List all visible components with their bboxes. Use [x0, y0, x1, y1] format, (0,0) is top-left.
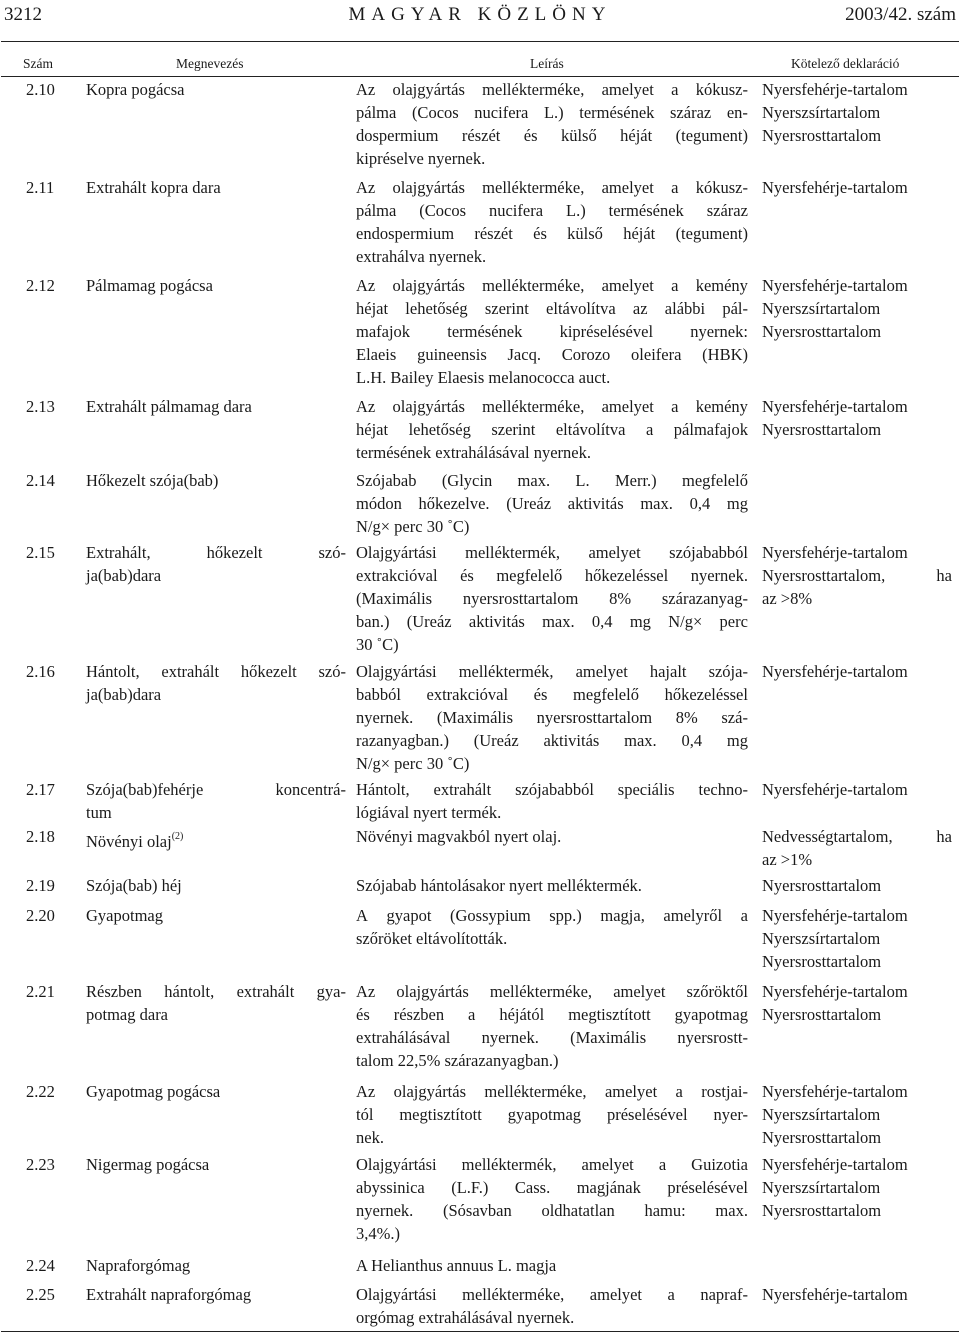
declaration-line: Nyersfehérje-tartalom: [762, 1082, 908, 1101]
description-line: Az olajgyártás mellékterméke, amelyet a kemény: [356, 397, 748, 416]
name-line: tum: [86, 803, 112, 822]
declaration-line: Nyerszsírtartalom: [762, 929, 881, 948]
description-line: Az olajgyártás mellékterméke, amelyet a kókusz-: [356, 80, 748, 99]
name-line: Szója(bab)fehérje koncentrá-: [86, 780, 346, 799]
description-line: nek.: [356, 1128, 384, 1147]
description-line: dospermium részét és külső héját (tegument): [356, 126, 748, 145]
row-number: 2.23: [26, 1155, 55, 1174]
row-number: 2.13: [26, 397, 55, 416]
description-line: 30 ˚C): [356, 635, 399, 654]
row-declaration: [762, 825, 952, 871]
row-declaration: [762, 1080, 952, 1149]
row-name: [86, 1283, 346, 1306]
description-line: Növényi magvakból nyert olaj.: [356, 827, 562, 846]
row-declaration: [762, 274, 952, 343]
description-line: pálma (Cocos nucifera L.) termésének száraz en-: [356, 103, 748, 122]
name-line: ja(bab)dara: [86, 685, 162, 704]
row-description: [356, 660, 748, 775]
description-line: Olajgyártási mellékterméke, amelyet a napraf-: [356, 1285, 748, 1304]
row-name: [86, 78, 346, 101]
description-line: nyernek. (Maximális nyersrosttartalom 8% szá-: [356, 708, 748, 727]
description-line: lógiával nyert termék.: [356, 803, 502, 822]
description-line: Szójabab (Glycin max. L. Merr.) megfelelő: [356, 471, 748, 490]
description-line: szőröket eltávolították.: [356, 929, 508, 948]
name-line: Napraforgómag: [86, 1256, 191, 1275]
declaration-line: az >8%: [762, 589, 813, 608]
declaration-line: Nyersrosttartalom, ha: [762, 566, 952, 585]
row-description: [356, 1153, 748, 1245]
footnote-marker: (2): [171, 831, 184, 842]
row-description: [356, 874, 748, 897]
declaration-line: Nyersfehérje-tartalom: [762, 1285, 908, 1304]
row-number: 2.11: [26, 178, 55, 197]
declaration-line: az >1%: [762, 850, 813, 869]
declaration-line: Nyersrosttartalom: [762, 876, 882, 895]
name-line: Extrahált pálmamag dara: [86, 397, 252, 416]
declaration-line: Nyersrosttartalom: [762, 322, 882, 341]
description-line: N/g× perc 30 ˚C): [356, 517, 470, 536]
declaration-line: Nyerszsírtartalom: [762, 103, 881, 122]
row-description: [356, 469, 748, 538]
description-line: ban.) (Ureáz aktivitás max. 0,4 mg N/g× perc: [356, 612, 748, 631]
row-description: [356, 825, 748, 848]
declaration-line: Nyersfehérje-tartalom: [762, 982, 908, 1001]
row-description: [356, 176, 748, 268]
row-name: [86, 469, 346, 492]
row-number: 2.15: [26, 543, 55, 562]
row-number: 2.14: [26, 471, 55, 490]
header-rule: [1, 41, 959, 42]
footer-rule: [1, 1331, 959, 1332]
name-line: Pálmamag pogácsa: [86, 276, 213, 295]
issue-number: 2003/42. szám: [845, 4, 956, 25]
declaration-line: Nyersfehérje-tartalom: [762, 780, 908, 799]
description-line: Hántolt, extrahált szójababból speciális techno-: [356, 780, 748, 799]
declaration-line: Nyersfehérje-tartalom: [762, 397, 908, 416]
description-line: (Maximális nyersrosttartalom 8% szárazanyag-: [356, 589, 748, 608]
declaration-line: Nyerszsírtartalom: [762, 1105, 881, 1124]
row-declaration: [762, 874, 952, 897]
description-line: Az olajgyártás mellékterméke, amelyet a kemény: [356, 276, 748, 295]
name-line: Kopra pogácsa: [86, 80, 185, 99]
declaration-line: Nyersrosttartalom: [762, 420, 882, 439]
description-line: razanyagban.) (Ureáz aktivitás max. 0,4 mg: [356, 731, 748, 750]
declaration-line: Nyersfehérje-tartalom: [762, 276, 908, 295]
description-line: extrahálásával nyernek. (Maximális nyersrostt-: [356, 1028, 748, 1047]
name-line: Nigermag pogácsa: [86, 1155, 210, 1174]
row-name: [86, 825, 346, 851]
row-number: 2.19: [26, 876, 55, 895]
description-line: 3,4%.): [356, 1224, 400, 1243]
description-line: N/g× perc 30 ˚C): [356, 754, 470, 773]
row-declaration: [762, 395, 952, 441]
description-line: nyernek. (Sósavban oldhatatlan hamu: max.: [356, 1201, 748, 1220]
row-number: 2.24: [26, 1256, 55, 1275]
row-number: 2.21: [26, 982, 55, 1001]
description-line: Az olajgyártás mellékterméke, amelyet a kókusz-: [356, 178, 748, 197]
description-line: módon hőkezelve. (Ureáz aktivitás max. 0,4 mg: [356, 494, 748, 513]
row-name: [86, 660, 346, 706]
description-line: héjat lehetőség szerint eltávolítva az alábbi pál-: [356, 299, 748, 318]
row-name: [86, 980, 346, 1026]
description-line: pálma (Cocos nucifera L.) termésének száraz: [356, 201, 748, 220]
page-number: 3212: [4, 4, 42, 25]
column-header-rule: [1, 76, 959, 77]
row-description: [356, 274, 748, 389]
column-header-number: Szám: [23, 56, 53, 71]
description-line: babból extrakcióval és megfelelő hőkezeléssel: [356, 685, 748, 704]
declaration-line: Nedvességtartalom, ha: [762, 827, 952, 846]
row-number: 2.12: [26, 276, 55, 295]
row-number: 2.17: [26, 780, 55, 799]
description-line: mafajok termésének kipréselésével nyernek:: [356, 322, 748, 341]
row-description: [356, 78, 748, 170]
description-line: L.H. Bailey Elaesis melanococca auct.: [356, 368, 611, 387]
description-line: Szójabab hántolásakor nyert melléktermék.: [356, 876, 642, 895]
declaration-line: Nyerszsírtartalom: [762, 1178, 881, 1197]
declaration-line: Nyersfehérje-tartalom: [762, 662, 908, 681]
description-line: héjat lehetőség szerint eltávolítva a pálmafajok: [356, 420, 748, 439]
declaration-line: Nyersfehérje-tartalom: [762, 543, 908, 562]
name-line: Részben hántolt, extrahált gya-: [86, 982, 346, 1001]
column-header-name: Megnevezés: [176, 56, 244, 71]
description-line: extrakcióval és megfelelő hőkezeléssel nyernek.: [356, 566, 748, 585]
page-header: [0, 0, 960, 30]
declaration-line: Nyersrosttartalom: [762, 1128, 882, 1147]
row-name: [86, 1153, 346, 1176]
description-line: tól megtisztított gyapotmag préselésével nyer-: [356, 1105, 748, 1124]
row-declaration: [762, 660, 952, 683]
name-line: Extrahált napraforgómag: [86, 1285, 252, 1304]
row-name: [86, 274, 346, 297]
description-line: Az olajgyártás mellékterméke, amelyet a rostjai-: [356, 1082, 748, 1101]
row-number: 2.16: [26, 662, 55, 681]
description-line: Olajgyártási melléktermék, amelyet a Guizotia: [356, 1155, 748, 1174]
declaration-line: Nyersfehérje-tartalom: [762, 906, 908, 925]
description-line: Olajgyártási melléktermék, amelyet hajalt szója-: [356, 662, 748, 681]
row-description: [356, 778, 748, 824]
journal-title: MAGYAR KÖZLÖNY: [348, 4, 612, 25]
name-line: Növényi olaj: [86, 832, 172, 851]
declaration-line: Nyersfehérje-tartalom: [762, 1155, 908, 1174]
row-name: [86, 1080, 346, 1103]
description-line: extrahálva nyernek.: [356, 247, 487, 266]
row-description: [356, 1283, 748, 1329]
description-line: talom 22,5% szárazanyagban.): [356, 1051, 559, 1070]
description-line: Elaeis guineensis Jacq. Corozo oleifera (HBK): [356, 345, 748, 364]
row-description: [356, 904, 748, 950]
description-line: orgómag extrahálásával nyernek.: [356, 1308, 575, 1327]
name-line: Hántolt, extrahált hőkezelt szó-: [86, 662, 346, 681]
description-line: abyssinica (L.F.) Cass. magjának préselésével: [356, 1178, 748, 1197]
row-name: [86, 874, 346, 897]
description-line: kipréselve nyernek.: [356, 149, 486, 168]
row-name: [86, 176, 346, 199]
row-description: [356, 541, 748, 656]
row-number: 2.20: [26, 906, 55, 925]
row-declaration: [762, 541, 952, 610]
row-name: [86, 395, 346, 418]
row-name: [86, 1254, 346, 1277]
row-declaration: [762, 980, 952, 1026]
row-declaration: [762, 176, 952, 199]
row-description: [356, 1254, 748, 1277]
declaration-line: Nyerszsírtartalom: [762, 299, 881, 318]
row-declaration: [762, 1283, 952, 1306]
row-number: 2.22: [26, 1082, 55, 1101]
row-description: [356, 980, 748, 1072]
declaration-line: Nyersrosttartalom: [762, 1201, 882, 1220]
name-line: Szója(bab) héj: [86, 876, 182, 895]
row-description: [356, 395, 748, 464]
name-line: potmag dara: [86, 1005, 169, 1024]
name-line: Extrahált, hőkezelt szó-: [86, 543, 346, 562]
declaration-line: Nyersfehérje-tartalom: [762, 80, 908, 99]
row-number: 2.25: [26, 1285, 55, 1304]
row-number: 2.10: [26, 80, 55, 99]
row-declaration: [762, 1153, 952, 1222]
description-line: A gyapot (Gossypium spp.) magja, amelyről a: [356, 906, 748, 925]
column-header-declaration: Kötelező deklaráció: [791, 56, 900, 71]
declaration-line: Nyersrosttartalom: [762, 126, 882, 145]
row-name: [86, 904, 346, 927]
row-number: 2.18: [26, 827, 55, 846]
declaration-line: Nyersrosttartalom: [762, 952, 882, 971]
description-line: termésének extrahálásával nyernek.: [356, 443, 592, 462]
declaration-line: Nyersrosttartalom: [762, 1005, 882, 1024]
row-declaration: [762, 78, 952, 147]
row-declaration: [762, 778, 952, 801]
name-line: ja(bab)dara: [86, 566, 162, 585]
declaration-line: Nyersfehérje-tartalom: [762, 178, 908, 197]
description-line: és részben a héjától megtisztított gyapotmag: [356, 1005, 748, 1024]
description-line: Az olajgyártás mellékterméke, amelyet szőröktől: [356, 982, 748, 1001]
description-line: endospermium részét és külső héját (tegument): [356, 224, 748, 243]
name-line: Hőkezelt szója(bab): [86, 471, 219, 490]
column-header-description: Leírás: [530, 56, 564, 71]
row-description: [356, 1080, 748, 1149]
row-name: [86, 778, 346, 824]
name-line: Extrahált kopra dara: [86, 178, 221, 197]
description-line: A Helianthus annuus L. magja: [356, 1256, 557, 1275]
row-declaration: [762, 904, 952, 973]
description-line: Olajgyártási melléktermék, amelyet szójababból: [356, 543, 748, 562]
name-line: Gyapotmag: [86, 906, 163, 925]
name-line: Gyapotmag pogácsa: [86, 1082, 221, 1101]
row-name: [86, 541, 346, 587]
